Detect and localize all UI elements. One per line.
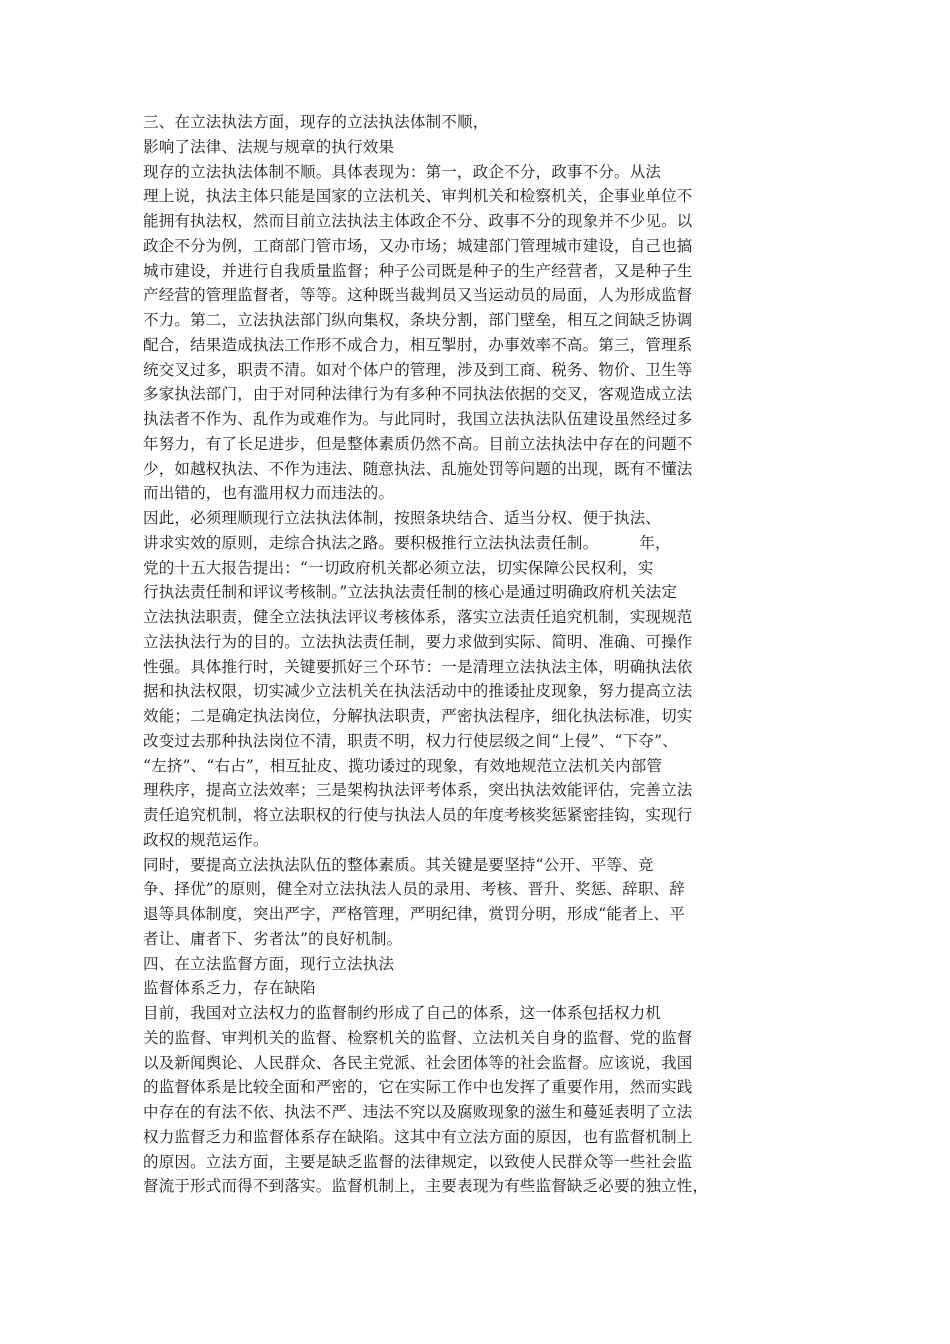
paragraph-line: 理秩序，提高立法效率；三是架构执法评考体系，突出执法效能评估，完善立法 — [143, 781, 693, 800]
paragraph-line: 产经营的管理监督者，等等。这种既当裁判员又当运动员的局面，人为形成监督 — [143, 286, 693, 305]
section-heading-4-line-2: 监督体系乏力，存在缺陷 — [143, 979, 316, 998]
paragraph-line: 督流于形式而得不到落实。监督机制上，主要表现为有些监督缺乏必要的独立性， — [143, 1177, 709, 1196]
paragraph-line: “左挤”、“右占”，相互扯皮、揽功诿过的现象，有效地规范立法机关内部管 — [143, 756, 663, 775]
paragraph-line: 的监督体系是比较全面和严密的，它在实际工作中也发挥了重要作用，然而实践 — [143, 1078, 693, 1097]
section-heading-3-line-1: 三、在立法执法方面，现存的立法执法体制不顺， — [143, 113, 489, 131]
paragraph-line: 以及新闻舆论、人民群众、各民主党派、社会团体等的社会监督。应该说，我国 — [143, 1053, 693, 1072]
paragraph-line: 中存在的有法不依、执法不严、违法不究以及腐败现象的滋生和蔓延表明了立法 — [143, 1103, 693, 1121]
paragraph-line: 政企不分为例，工商部门管市场，又办市场；城建部门管理城市建设，自己也搞 — [143, 236, 693, 255]
paragraph-line: 立法执法职责，健全立法执法评议考核体系，落实立法责任追究机制，实现规范 — [143, 608, 693, 626]
paragraph-line: 配合，结果造成执法工作形不成合力，相互掣肘，办事效率不高。第三，管理系 — [143, 335, 693, 354]
paragraph-line: 多家执法部门，由于对同种法律行为有多种不同执法依据的交叉，客观造成立法 — [143, 385, 693, 404]
paragraph-line: 党的十五大报告提出：“一切政府机关都必须立法，切实保障公民权利，实 — [143, 558, 654, 577]
paragraph-line: 现存的立法执法体制不顺。具体表现为：第一，政企不分，政事不分。从法 — [143, 162, 662, 181]
document-body — [143, 110, 743, 1199]
paragraph-line: 性强。具体推行时，关键要抓好三个环节：一是清理立法执法主体，明确执法依 — [143, 657, 693, 676]
paragraph-line: 同时，要提高立法执法队伍的整体素质。其关键是要坚持“公开、平等、竞 — [143, 855, 654, 874]
section-heading-3-line-2: 影响了法律、法规与规章的执行效果 — [143, 137, 395, 156]
section-heading-4-line-1: 四、在立法监督方面，现行立法执法 — [143, 954, 395, 973]
paragraph-line: 因此，必须理顺现行立法执法体制，按照条块结合、适当分权、便于执法、 — [143, 509, 662, 527]
paragraph-line: 理上说，执法主体只能是国家的立法机关、审判机关和检察机关，企事业单位不 — [143, 187, 693, 206]
paragraph-line: 能拥有执法权，然而目前立法执法主体政企不分、政事不分的现象并不少见。以 — [143, 212, 693, 230]
paragraph-line: 而出错的，也有滥用权力而违法的。 — [143, 484, 395, 503]
paragraph-line: 据和执法权限，切实减少立法机关在执法活动中的推诿扯皮现象，努力提高立法 — [143, 682, 693, 701]
paragraph-line: 行执法责任制和评议考核制。”立法执法责任制的核心是通过明确政府机关法定 — [143, 583, 678, 602]
paragraph-line: 者让、庸者下、劣者汰”的良好机制。 — [143, 929, 403, 948]
paragraph-line: 退等具体制度，突出严字，严格管理，严明纪律，赏罚分明，形成“能者上、平 — [143, 905, 685, 923]
paragraph-line: 权力监督乏力和监督体系存在缺陷。这其中有立法方面的原因，也有监督机制上 — [143, 1127, 693, 1146]
paragraph-line: 统交叉过多，职责不清。如对个体户的管理，涉及到工商、税务、物价、卫生等 — [143, 360, 693, 379]
paragraph-line: 关的监督、审判机关的监督、检察机关的监督、立法机关自身的监督、党的监督 — [143, 1028, 693, 1047]
paragraph-line: 改变过去那种执法岗位不清，职责不明，权力行使层级之间“上侵”、“下夺”、 — [143, 731, 678, 750]
paragraph-line: 执法者不作为、乱作为或难作为。与此同时，我国立法执法队伍建设虽然经过多 — [143, 410, 693, 428]
paragraph-line: 政权的规范运作。 — [143, 830, 269, 849]
paragraph-line: 城市建设，并进行自我质量监督；种子公司既是种子的生产经营者，又是种子生 — [143, 261, 693, 280]
paragraph-line: 年努力，有了长足进步，但是整体素质仍然不高。目前立法执法中存在的问题不 — [143, 434, 693, 453]
paragraph-line: 争、择优”的原则，健全对立法执法人员的录用、考核、晋升、奖惩、辞职、辞 — [143, 880, 685, 899]
paragraph-line: 立法执法行为的目的。立法执法责任制，要力求做到实际、简明、准确、可操作 — [143, 632, 693, 651]
paragraph-line: 目前，我国对立法权力的监督制约形成了自己的体系，这一体系包括权力机 — [143, 1004, 662, 1022]
paragraph-line: 少，如越权执法、不作为违法、随意执法、乱施处罚等问题的出现，既有不懂法 — [143, 459, 693, 478]
paragraph-line: 责任追究机制，将立法职权的行使与执法人员的年度考核奖惩紧密挂钩，实现行 — [143, 806, 693, 824]
paragraph-line: 的原因。立法方面，主要是缺乏监督的法律规定，以致使人民群众等一些社会监 — [143, 1152, 693, 1171]
paragraph-line: 效能；二是确定执法岗位，分解执法职责，严密执法程序，细化执法标准，切实 — [143, 707, 693, 725]
paragraph-line: 不力。第二，立法执法部门纵向集权，条块分割，部门壁垒，相互之间缺乏协调 — [143, 311, 693, 329]
paragraph-line: 讲求实效的原则，走综合执法之路。要积极推行立法执法责任制。 年， — [143, 533, 671, 552]
